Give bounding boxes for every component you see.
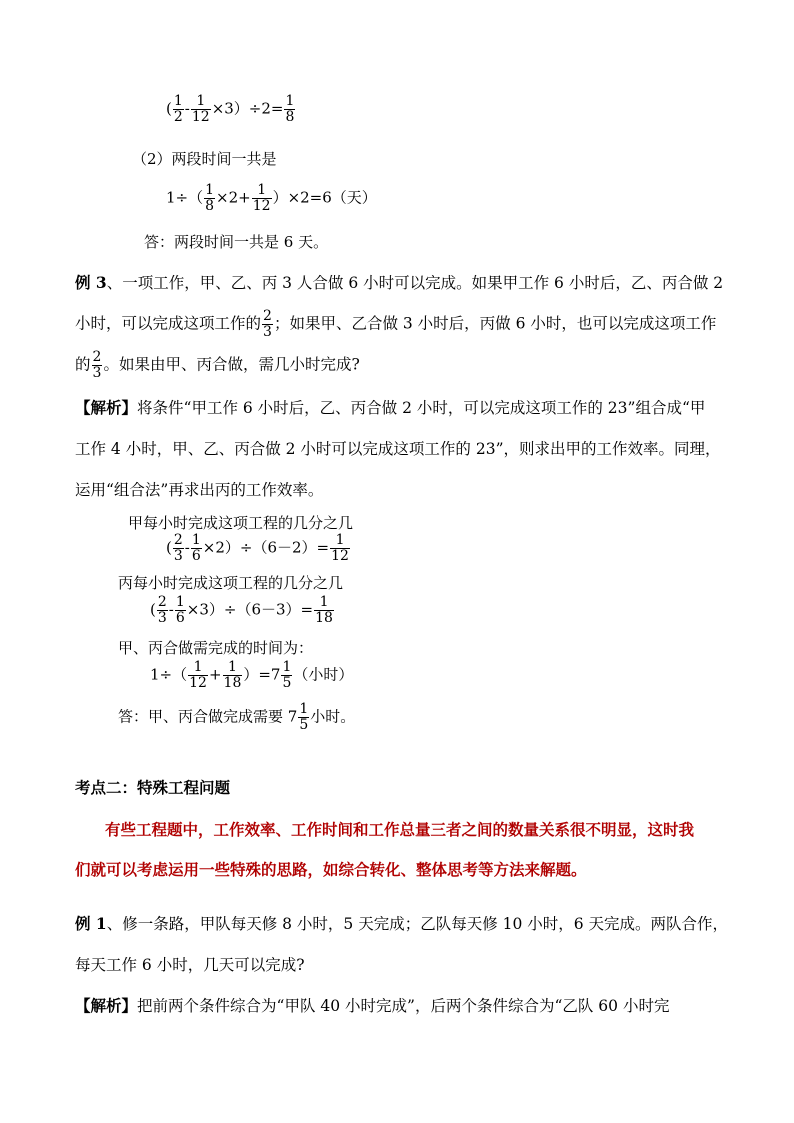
question-2: （2）两段时间一共是 [132, 150, 277, 168]
fraction: $\frac{1}{8}$ [205, 182, 215, 214]
fraction: $\frac{1}{5}$ [282, 659, 292, 691]
example1-line2: 每天工作 6 小时，几天可以完成? [75, 956, 305, 974]
analysis3-line2: 工作 4 小时，甲、乙、丙合做 2 小时可以完成这项工作的 23”，则求出甲的工作效率。同理， [75, 440, 721, 458]
step-c-title: 丙每小时完成这项工程的几分之几 [118, 574, 344, 592]
fraction: $\frac{2}{3}$ [173, 532, 183, 564]
analysis3-line3: 运用“组合法”再求出丙的工作效率。 [75, 481, 324, 499]
section2-intro-line2: 们就可以考虑运用一些特殊的思路，如综合转化、整体思考等方法来解题。 [75, 860, 587, 879]
section2-intro-line1: 有些工程题中，工作效率、工作时间和工作总量三者之间的数量关系很不明显，这时我 [105, 820, 695, 839]
section2-title: 考点二：特殊工程问题 [75, 778, 231, 797]
step-a-title: 甲每小时完成这项工程的几分之几 [128, 514, 354, 532]
fraction: $\frac{2}{3}$ [92, 349, 102, 381]
calc-line-1: ( $\frac{1}{2}$ - $\frac{1}{12}$ ×3）÷2= $\frac{1}{8}$ [166, 93, 295, 125]
analysis3-line1: 【解析】将条件“甲工作 6 小时后，乙、丙合做 2 小时，可以完成这项工作的 23”组合成“甲 [75, 398, 706, 417]
example3-line1: 例 3、一项工作，甲、乙、丙 3 人合做 6 小时可以完成。如果甲工作 6 小时后，乙、丙合做 2 [75, 273, 724, 292]
fraction: $\frac{1}{12}$ [191, 93, 210, 125]
example3-line3: 的 $\frac{2}{3}$ 。如果由甲、丙合做，需几小时完成? [75, 349, 360, 381]
answer-1: 答：两段时间一共是 6 天。 [144, 233, 329, 251]
analysis1-line1: 【解析】把前两个条件综合为“甲队 40 小时完成”，后两个条件综合为“乙队 60 小时完 [75, 996, 670, 1015]
step-ac-calc: 1÷（ $\frac{1}{12}$ + $\frac{1}{18}$ ）=7 $\frac{1}{5}$ （小时） [150, 659, 354, 691]
calc-line-2: 1÷（ $\frac{1}{8}$ ×2+ $\frac{1}{12}$ ）×2=6（天） [166, 182, 377, 214]
step-a-calc: ( $\frac{2}{3}$ - $\frac{1}{6}$ ×2）÷（6－2）= $\frac{1}{12}$ [166, 532, 349, 564]
fraction: $\frac{1}{18}$ [315, 594, 333, 626]
fraction: $\frac{1}{6}$ [175, 594, 185, 626]
example1-line1: 例 1、修一条路，甲队每天修 8 小时，5 天完成；乙队每天修 10 小时，6 天完成。两队合作， [75, 914, 729, 933]
fraction: $\frac{1}{2}$ [173, 93, 183, 125]
step-ac-title: 甲、丙合做需完成的时间为： [118, 639, 314, 657]
fraction: $\frac{1}{5}$ [299, 701, 309, 733]
fraction: $\frac{1}{18}$ [223, 659, 242, 691]
fraction: $\frac{1}{6}$ [191, 532, 201, 564]
fraction: $\frac{1}{8}$ [285, 93, 295, 125]
fraction: $\frac{1}{12}$ [189, 659, 207, 691]
fraction: $\frac{2}{3}$ [263, 308, 272, 340]
example3-line2: 小时，可以完成这项工作的 $\frac{2}{3}$ ；如果甲、乙合做 3 小时后，丙做 6 小时，也可以完成这项工作 [75, 308, 717, 340]
fraction: $\frac{1}{12}$ [252, 182, 271, 214]
fraction: $\frac{1}{12}$ [331, 532, 349, 564]
answer-3: 答：甲、丙合做完成需要 7 $\frac{1}{5}$ 小时。 [118, 701, 356, 733]
fraction: $\frac{2}{3}$ [157, 594, 167, 626]
step-c-calc: ( $\frac{2}{3}$ - $\frac{1}{6}$ ×3）÷（6－3）= $\frac{1}{18}$ [150, 594, 333, 626]
